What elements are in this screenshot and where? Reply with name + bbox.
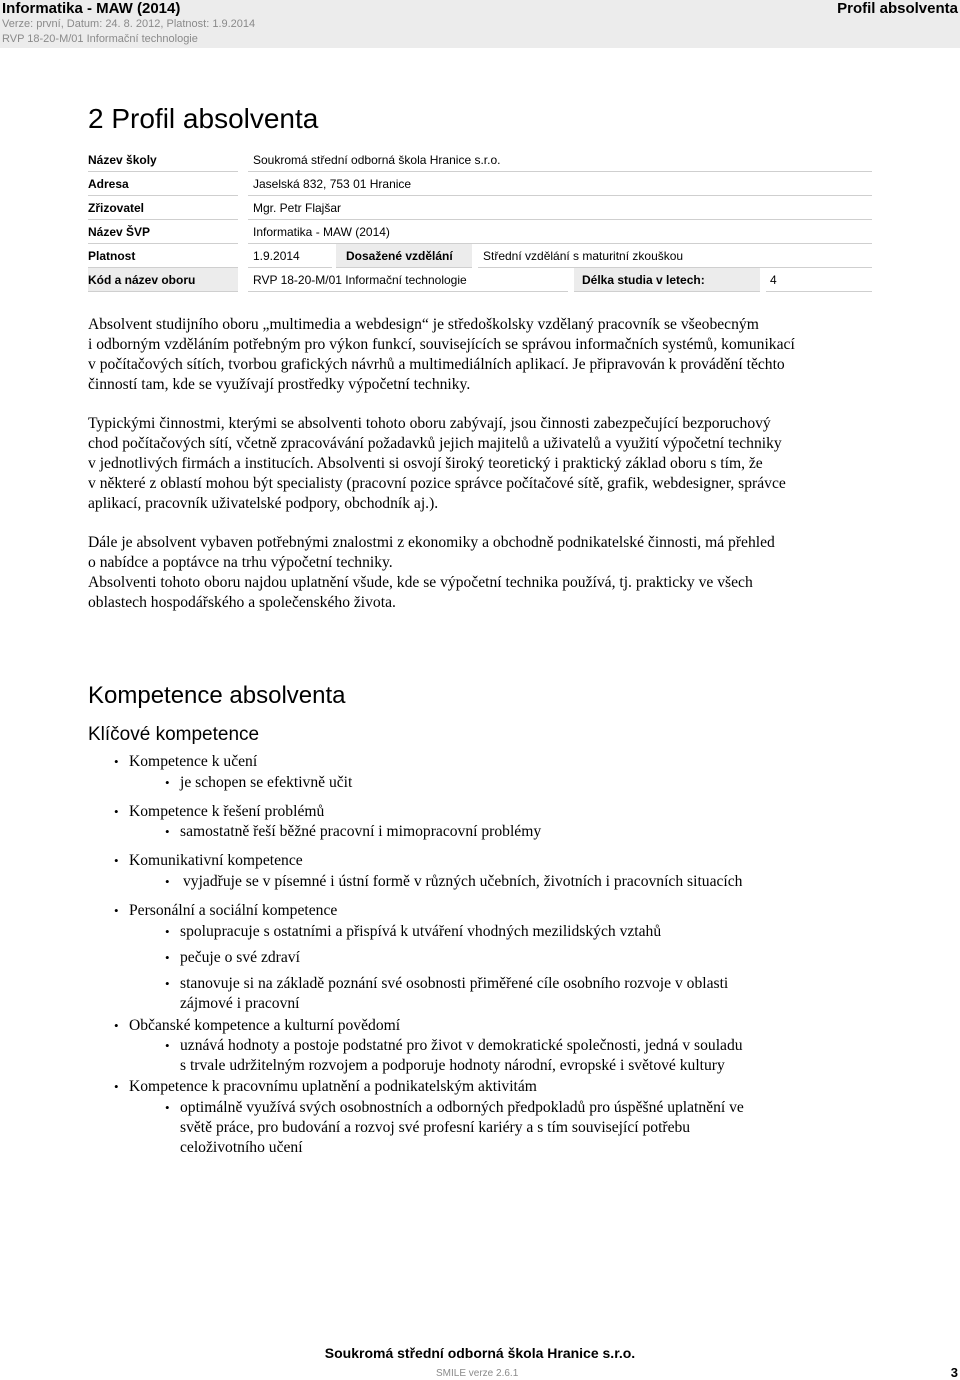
paragraph-line: aplikací, pracovník uživatelské podpory, obchodník aj.). (88, 495, 439, 512)
competence-item: pečuje o své zdraví (180, 949, 300, 966)
bullet: • (114, 853, 119, 868)
paragraph-line: Absolvent studijního oboru „multimedia a webdesign“ je středoškolsky vzdělaný pracovník se všeobecným (88, 316, 759, 333)
competence-item: stanovuje si na základě poznání své osobnosti přiměřené cíle osobního rozvoje v oblasti (180, 975, 729, 992)
competence-item: samostatně řeší běžné pracovní i mimopracovní problémy (180, 823, 542, 840)
page-number: 3 (950, 1365, 958, 1380)
education-value: Střední vzdělání s maturitní zkouškou (483, 249, 684, 263)
info-row-field (88, 268, 872, 292)
paragraph-line: v počítačových sítích, tvorbou grafických návrhů a multimediálních aplikací. Je připravován k provádění těchto (88, 356, 785, 373)
competence-name: Občanské kompetence a kulturní povědomí (129, 1017, 401, 1034)
header-title: Informatika - MAW (2014) (2, 0, 181, 17)
header-section: Profil absolventa (837, 0, 958, 17)
competence-item-continued: s trvale udržitelným rozvojem a podporuje hodnoty národní, evropské i světové kultury (180, 1057, 725, 1074)
length-value: 4 (770, 273, 777, 287)
length-label: Délka studia v letech: (582, 273, 705, 287)
footer-school: Soukromá střední odborná škola Hranice s.r.o. (324, 1345, 636, 1361)
header-rvp: RVP 18-20-M/01 Informační technologie (2, 33, 198, 45)
bullet: • (165, 775, 170, 790)
info-row-address (88, 172, 872, 196)
bullet: • (114, 1018, 119, 1033)
paragraph-1 (88, 315, 878, 395)
founder-label: Zřizovatel (88, 201, 145, 215)
paragraph-2 (88, 414, 878, 514)
founder-value: Mgr. Petr Flajšar (253, 201, 342, 215)
paragraph-line: oblastech hospodářského a společenského života. (88, 594, 396, 611)
competence-item: spolupracuje s ostatními a přispívá k utváření vhodných mezilidských vztahů (180, 923, 662, 940)
competence-item: je schopen se efektivně učit (180, 774, 353, 791)
competence-name: Kompetence k řešení problémů (129, 803, 325, 820)
info-row-founder (88, 196, 872, 220)
bullet: • (114, 754, 119, 769)
footer-version: SMILE verze 2.6.1 (436, 1368, 519, 1379)
svp-label: Název ŠVP (88, 225, 151, 239)
competence-name: Kompetence k pracovnímu uplatnění a podnikatelským aktivitám (129, 1078, 537, 1095)
header-version: Verze: první, Datum: 24. 8. 2012, Platnost: 1.9.2014 (2, 18, 256, 30)
field-label: Kód a název oboru (88, 273, 196, 287)
school-value: Soukromá střední odborná škola Hranice s.r.o. (253, 153, 501, 167)
competence-name: Kompetence k učení (129, 753, 258, 770)
paragraph-line: chod počítačových sítí, včetně zpracovávání požadavků jejich majitelů a uživatelů a využití výpočetní techniky (88, 435, 782, 452)
paragraph-3 (88, 533, 878, 613)
bullet: • (165, 924, 170, 939)
bullet: • (165, 1100, 170, 1115)
paragraph-line: Dále je absolvent vybaven potřebnými znalostmi z ekonomiky a obchodně podnikatelské činnosti, má přehled (88, 534, 775, 551)
svp-value: Informatika - MAW (2014) (253, 225, 390, 239)
page-header (0, 0, 960, 48)
competence-item: optimálně využívá svých osobnostních a odborných předpokladů pro úspěšné uplatnění ve (180, 1099, 744, 1116)
bullet: • (114, 1079, 119, 1094)
school-label: Název školy (88, 153, 157, 167)
competence-item-continued: celoživotního učení (180, 1139, 303, 1156)
info-row-school (88, 148, 872, 172)
paragraph-line: o nabídce a poptávce na trhu výpočetní techniky. (88, 554, 393, 571)
competence-item: uznává hodnoty a postoje podstatné pro život v demokratické společnosti, jedná v souladu (180, 1037, 743, 1054)
competence-name: Komunikativní kompetence (129, 852, 303, 869)
bullet: • (165, 824, 170, 839)
competence-item-continued: světě práce, pro budování a rozvoj své profesní kariéry a s tím související potřebu (180, 1119, 691, 1136)
education-label: Dosažené vzdělání (346, 249, 453, 263)
validity-value: 1.9.2014 (253, 249, 300, 263)
paragraph-line: v některé z oblastí mohou být specialisty (pracovní pozice správce počítačové sítě, grafik, webdesigner, správce (88, 475, 786, 492)
validity-label: Platnost (88, 249, 136, 263)
bullet: • (165, 874, 170, 889)
bullet: • (114, 804, 119, 819)
bullet: • (165, 950, 170, 965)
competence-item-continued: zájmové i pracovní (180, 995, 300, 1012)
info-row-validity (88, 244, 872, 268)
paragraph-line: i odborným vzděláním potřebným pro výkon funkcí, souvisejících se správou informačních systémů, komunikací (88, 336, 795, 353)
bullet: • (165, 1038, 170, 1053)
paragraph-line: Typickými činnostmi, kterými se absolventi tohoto oboru zabývají, jsou činnosti zabezpečující bezporuchový (88, 415, 771, 432)
bullet: • (165, 976, 170, 991)
competence-item: vyjadřuje se v písemné i ústní formě v různých učebních, životních i pracovních situacích (183, 873, 743, 890)
competence-name: Personální a sociální kompetence (129, 902, 338, 919)
paragraph-line: Absolventi tohoto oboru najdou uplatnění všude, kde se výpočetní technika používá, tj. prakticky ve všech (88, 574, 753, 591)
address-value: Jaselská 832, 753 01 Hranice (253, 177, 412, 191)
page-title: 2 Profil absolventa (88, 103, 319, 134)
info-row-svp (88, 220, 872, 244)
competences-title: Kompetence absolventa (88, 682, 346, 709)
paragraph-line: činností tam, kde se využívají prostředky výpočetní techniky. (88, 376, 471, 393)
bullet: • (114, 903, 119, 918)
field-value: RVP 18-20-M/01 Informační technologie (253, 273, 467, 287)
key-competences-title: Klíčové kompetence (88, 724, 260, 745)
address-label: Adresa (88, 177, 129, 191)
paragraph-line: v jednotlivých firmách a institucích. Absolventi si osvojí široký teoretický i praktický základ oboru s tím, že (88, 455, 763, 472)
